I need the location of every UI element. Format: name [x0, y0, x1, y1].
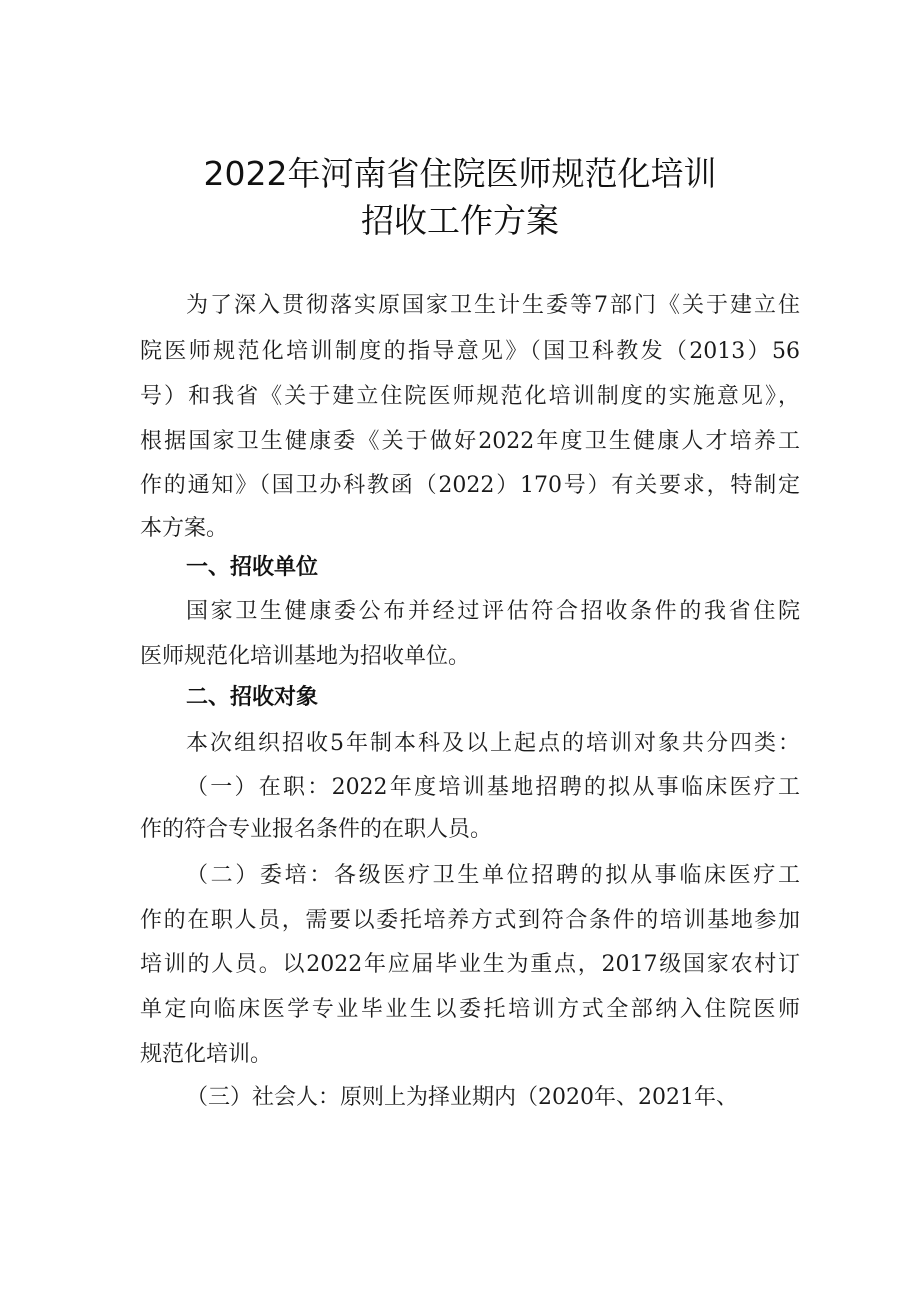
item3-paragraph-line: （三）社会人：原则上为择业期内（2020年、2021年、	[186, 1085, 738, 1110]
section1-paragraph-line: 医师规范化培训基地为招收单位。	[140, 644, 471, 669]
section-heading-recruiting-units: 一、招收单位	[186, 555, 319, 580]
section1-paragraph-line: 国家卫生健康委公布并经过评估符合招收条件的我省住院	[186, 599, 800, 624]
section2-intro-line: 本次组织招收5年制本科及以上起点的培训对象共分四类：	[186, 731, 800, 756]
document-title-line-1: 2022年河南省住院医师规范化培训	[203, 154, 717, 193]
intro-paragraph-line: 为了深入贯彻落实原国家卫生计生委等7部门《关于建立住	[186, 293, 800, 318]
item2-paragraph-line: 培训的人员。以2022年应届毕业生为重点，2017级国家农村订	[140, 952, 800, 977]
intro-paragraph-line: 作的通知》（国卫办科教函（2022）170号）有关要求，特制定	[140, 473, 800, 498]
item2-paragraph-line: 单定向临床医学专业毕业生以委托培训方式全部纳入住院医师	[140, 997, 800, 1022]
intro-paragraph-line: 号）和我省《关于建立住院医师规范化培训制度的实施意见》，	[140, 384, 800, 409]
document-title-line-2: 招收工作方案	[361, 201, 559, 240]
section-heading-recruiting-targets: 二、招收对象	[186, 685, 319, 710]
intro-paragraph-line: 本方案。	[140, 516, 229, 541]
intro-paragraph-line: 院医师规范化培训制度的指导意见》（国卫科教发（2013）56	[140, 339, 800, 364]
item2-paragraph-line: （二）委培：各级医疗卫生单位招聘的拟从事临床医疗工	[186, 863, 800, 888]
item1-paragraph-line: （一）在职：2022年度培训基地招聘的拟从事临床医疗工	[186, 775, 800, 800]
item1-paragraph-line: 作的符合专业报名条件的在职人员。	[140, 817, 493, 842]
intro-paragraph-line: 根据国家卫生健康委《关于做好2022年度卫生健康人才培养工	[140, 429, 800, 454]
item2-paragraph-line: 规范化培训。	[140, 1042, 273, 1067]
item2-paragraph-line: 作的在职人员，需要以委托培养方式到符合条件的培训基地参加	[140, 908, 800, 933]
